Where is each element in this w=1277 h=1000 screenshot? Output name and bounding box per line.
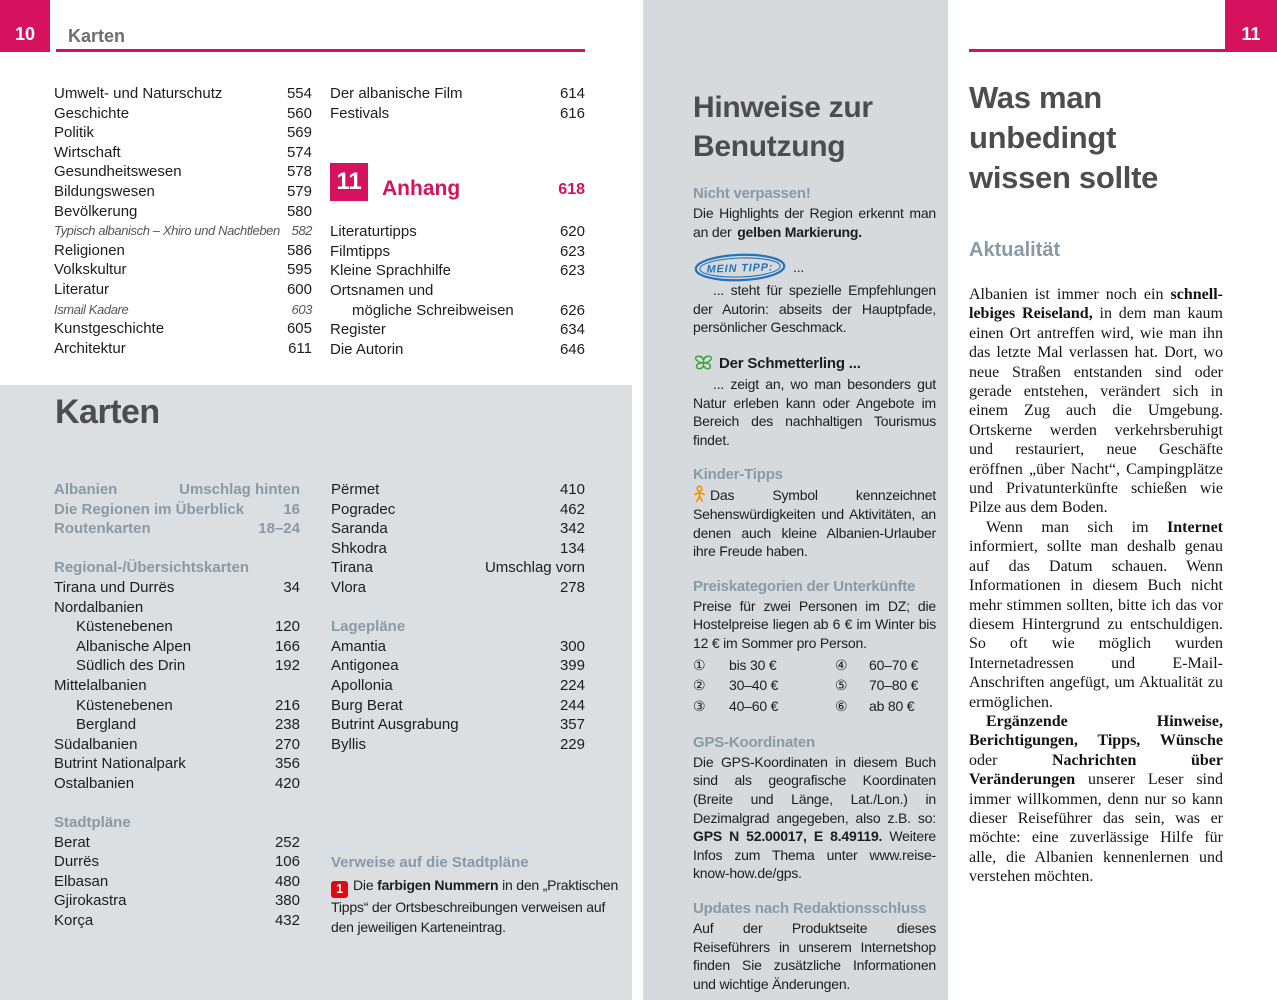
toc-row <box>54 319 312 339</box>
toc-label: Routenkarten <box>54 520 151 538</box>
right-page <box>948 0 1277 1000</box>
toc-row <box>54 872 300 892</box>
toc-label: Stadtpläne <box>54 814 131 832</box>
running-header-title: Karten <box>68 26 126 46</box>
toc-label: Küstenebenen <box>76 618 173 636</box>
toc-label: Mittelalbanien <box>54 676 147 694</box>
toc-page: 300 <box>559 637 585 655</box>
page-number: 10 <box>14 24 36 44</box>
toc-label: Regional-/Übersichtskarten <box>54 559 250 577</box>
toc-page: 611 <box>288 339 312 357</box>
toc-label: Albanien <box>54 481 118 498</box>
toc-row <box>331 480 585 500</box>
price-range: ab 80 € <box>869 698 915 715</box>
toc-page: 560 <box>286 104 312 122</box>
toc-row <box>331 637 585 657</box>
toc-column-right <box>330 84 585 359</box>
toc-row <box>54 715 300 735</box>
toc-page: 244 <box>559 696 585 714</box>
updates-body: Auf der Produktseite dieses Reiseführers in unserem Internetshop finden Sie zusätzliche Informationen und wichtige Änderungen. <box>693 920 936 992</box>
toc-row <box>54 676 300 696</box>
toc-page: 554 <box>286 85 312 102</box>
toc-label: Religionen <box>54 241 125 259</box>
toc-label: Albanische Alpen <box>76 637 192 655</box>
mein-tipp-ellipsis: ... <box>793 258 805 275</box>
section-gps <box>693 733 936 883</box>
toc-row <box>331 558 585 578</box>
toc-page: 586 <box>286 241 312 259</box>
toc-row <box>54 202 312 222</box>
toc-row <box>54 578 300 598</box>
toc-row <box>330 84 585 104</box>
toc-row <box>54 754 300 774</box>
toc-label: Lagepläne <box>331 618 406 636</box>
price-category-number: ③ <box>693 698 706 715</box>
toc-label: Shkodra <box>331 539 387 557</box>
toc-row <box>54 656 300 676</box>
toc-label: Byllis <box>331 735 367 753</box>
toc-page: 120 <box>274 618 300 636</box>
toc-page: Umschlag vorn <box>484 559 585 577</box>
map-references-heading: Verweise auf die Stadtpläne <box>331 854 529 871</box>
toc-page: 224 <box>559 676 585 694</box>
toc-row <box>331 676 585 696</box>
toc-row <box>331 539 585 559</box>
svg-text:MEIN TIPP:: MEIN TIPP: <box>706 261 774 276</box>
page-number: 11 <box>1241 24 1261 44</box>
toc-label: mögliche Schreibweisen <box>352 301 514 319</box>
maps-list-right <box>331 480 585 754</box>
dont-miss-body: Die Highlights der Region erkennt man an der gelben Markierung. <box>693 205 936 240</box>
price-category-number: ① <box>693 656 706 673</box>
kids-heading: Kinder-Tipps <box>693 466 783 484</box>
toc-page: 252 <box>274 833 300 851</box>
toc-page: 192 <box>274 657 300 675</box>
toc-page: 626 <box>559 301 585 319</box>
list-gap <box>331 598 585 618</box>
toc-page: 574 <box>286 143 312 161</box>
left-page <box>0 0 632 1000</box>
toc-row <box>330 340 585 360</box>
toc-row <box>54 500 300 520</box>
toc-row <box>330 301 585 321</box>
toc-row <box>54 617 300 637</box>
price-category-number: ④ <box>835 656 848 673</box>
toc-label: Ismail Kadare <box>54 301 129 317</box>
toc-label: Literaturtipps <box>330 223 417 241</box>
price-range: 70–80 € <box>869 677 919 694</box>
toc-label: Ostalbanien <box>54 774 135 792</box>
map-references-text: Die farbigen Nummern in den „Praktischen Tipps“ der Ortsbeschreibungen verweisen auf den jeweiligen Karteneintrag. <box>331 877 619 935</box>
toc-page: 620 <box>559 223 585 241</box>
paragraph: Wenn man sich im Internet informiert, sollte man deshalb genau auf das Datum schauen. Wenn Informationen in diesem Buch nicht mehr stimmen sollten, bitte ich das vor diesem Hintergrund zu entschuldigen. So oft wie möglich wurden Internetadressen und E-Mail-Anschriften angefügt, um Aktualität zu ermöglichen. <box>969 518 1223 711</box>
price-categories-table <box>693 655 936 717</box>
toc-page: 106 <box>274 853 300 871</box>
toc-page: 623 <box>559 262 585 280</box>
kids-body <box>693 485 936 560</box>
toc-label: Bergland <box>76 716 137 734</box>
toc-row <box>54 260 312 280</box>
header-rule-right <box>969 49 1225 52</box>
toc-column-right-bottom <box>330 222 585 359</box>
toc-label: Gesundheitswesen <box>54 163 182 181</box>
toc-page: 16 <box>283 500 300 518</box>
toc-row <box>54 280 312 300</box>
section-price-categories <box>693 577 936 717</box>
toc-row <box>331 617 585 637</box>
toc-page: 578 <box>286 163 312 181</box>
toc-row <box>330 281 585 301</box>
price-range: 60–70 € <box>869 656 919 673</box>
toc-label: Küstenebenen <box>76 696 173 714</box>
toc-page: 634 <box>559 321 585 339</box>
paragraph: Albanien ist immer noch ein schnelllebiges Reiseland, in dem man kaum einen Ort antreffen wird, wie man ihn das letzte Mal verlassen hat. Dort, wo neue Straßen entstanden sind oder gerade entstehen, verändert sich in einem Zug auch die Umgebung. Ortskerne werden verkehrsberuhigt und restauriert, neue Geschäfte eröffnen „über Nacht“, Campingplätze und Privatunterkünfte schießen wie Pilze aus dem Boden. <box>969 286 1224 517</box>
header-rule <box>56 49 585 52</box>
toc-page: 216 <box>274 696 300 714</box>
toc-row <box>54 598 300 618</box>
toc-label: Butrint Nationalpark <box>54 755 186 773</box>
title-line: Hinweise zur <box>693 91 873 124</box>
toc-row <box>331 715 585 735</box>
toc-page: 462 <box>559 500 585 518</box>
child-icon <box>693 485 706 504</box>
price-range: bis 30 € <box>729 656 777 673</box>
toc-label: Përmet <box>331 481 380 498</box>
toc-label: Südalbanien <box>54 735 138 753</box>
toc-row <box>54 774 300 794</box>
gps-heading: GPS-Koordinaten <box>693 733 816 751</box>
toc-page: 134 <box>559 539 585 557</box>
toc-label: Durrës <box>54 853 100 871</box>
toc-page: 420 <box>274 774 300 792</box>
butterfly-heading-line <box>693 353 936 375</box>
toc-label: Filmtipps <box>330 242 391 260</box>
section-butterfly <box>693 353 936 449</box>
toc-row <box>54 480 300 500</box>
toc-column-left <box>54 84 312 358</box>
toc-row <box>54 891 300 911</box>
toc-row <box>54 637 300 657</box>
toc-label: Geschichte <box>54 104 130 122</box>
toc-row <box>330 242 585 262</box>
toc-row <box>54 123 312 143</box>
toc-row <box>54 833 300 853</box>
title-line: Was man <box>969 80 1102 115</box>
kids-body-text: Das Symbol kennzeichnet Sehenswürdigkeiten und Aktivitäten, an denen auch kleine Albanien-Urlauber ihre Freude haben. <box>693 487 936 560</box>
toc-label: Der albanische Film <box>330 85 463 102</box>
toc-page: 432 <box>274 912 300 930</box>
chapter-title <box>969 78 1223 198</box>
toc-label: Butrint Ausgrabung <box>331 716 459 734</box>
toc-label: Wirtschaft <box>54 143 121 161</box>
toc-row <box>331 500 585 520</box>
toc-row <box>54 143 312 163</box>
toc-label: Die Regionen im Überblick <box>54 500 245 518</box>
mein-tipp-stamp-line <box>693 253 936 281</box>
toc-page: 342 <box>559 520 585 538</box>
toc-row <box>331 519 585 539</box>
toc-row <box>54 519 300 539</box>
toc-row <box>331 656 585 676</box>
toc-label: Apollonia <box>331 676 393 694</box>
toc-label: Bildungswesen <box>54 182 155 200</box>
toc-label: Volkskultur <box>54 261 127 279</box>
toc-label: Südlich des Drin <box>76 657 186 675</box>
toc-label: Nordalbanien <box>54 598 144 616</box>
toc-page: 356 <box>274 755 300 773</box>
toc-row <box>54 84 312 104</box>
toc-label: Festivals <box>330 104 390 122</box>
maps-list-left <box>54 480 300 931</box>
toc-page: 270 <box>274 735 300 753</box>
toc-label: Kunstgeschichte <box>54 320 165 338</box>
toc-page: 278 <box>559 578 585 596</box>
toc-page: 580 <box>286 202 312 220</box>
toc-page: 595 <box>286 261 312 279</box>
toc-row <box>54 558 300 578</box>
mein-tipp-stamp-icon <box>693 251 788 283</box>
toc-label: Literatur <box>54 280 110 298</box>
toc-label: Bevölkerung <box>54 202 138 220</box>
page-number-tab-right <box>1225 0 1277 52</box>
toc-label: Burg Berat <box>331 696 403 714</box>
toc-column-right-top <box>330 84 585 123</box>
toc-row <box>54 104 312 124</box>
toc-page: 623 <box>559 242 585 260</box>
toc-page: Umschlag hinten <box>179 481 300 498</box>
toc-label: Ortsnamen und <box>330 281 434 299</box>
maps-section <box>0 385 632 1000</box>
toc-row <box>331 578 585 598</box>
yellow-highlight: gelben Markierung. <box>737 223 862 240</box>
toc-page: 480 <box>274 872 300 890</box>
toc-row <box>54 735 300 755</box>
toc-label: Amantia <box>331 637 387 655</box>
toc-page: 357 <box>559 716 585 734</box>
toc-row <box>330 261 585 281</box>
butterfly-body: ... zeigt an, wo man besonders gut Natur erleben kann oder Angebote im Bereich des nachhaltigen Tourismus findet. <box>693 375 936 448</box>
price-categories-heading: Preiskategorien der Unterkünfte <box>693 577 916 595</box>
toc-label: Gjirokastra <box>54 892 127 910</box>
toc-page: 34 <box>283 578 300 596</box>
updates-heading: Updates nach Redaktionsschluss <box>693 900 927 918</box>
toc-label: Vlora <box>331 578 367 596</box>
toc-row <box>54 221 312 241</box>
toc-label: Korça <box>54 912 94 930</box>
section-dont-miss <box>693 184 936 241</box>
maps-section-title: Karten <box>55 393 160 431</box>
price-range: 40–60 € <box>729 698 779 715</box>
section-updates <box>693 899 936 993</box>
body-text <box>969 285 1223 887</box>
chapter-anhang-entry <box>330 163 585 201</box>
toc-label: Pogradec <box>331 500 396 518</box>
toc-row <box>54 696 300 716</box>
chapter-page: 618 <box>558 181 585 199</box>
usage-notes-column <box>643 0 948 1000</box>
toc-row <box>331 696 585 716</box>
toc-row <box>54 162 312 182</box>
toc-label: Elbasan <box>54 872 109 890</box>
toc-label: Tirana und Durrës <box>54 578 175 596</box>
toc-label: Saranda <box>331 520 388 538</box>
title-line: unbedingt <box>969 120 1117 155</box>
toc-label: Politik <box>54 124 95 142</box>
toc-label: Register <box>330 321 386 339</box>
toc-row <box>330 104 585 124</box>
toc-label: Umwelt- und Naturschutz <box>54 85 223 102</box>
map-references-note <box>331 853 627 937</box>
toc-label: Berat <box>54 833 90 851</box>
toc-label: Typisch albanisch – Xhiro und Nachtleben <box>54 223 280 239</box>
toc-page: 579 <box>286 182 312 200</box>
toc-row <box>330 222 585 242</box>
page-number-tab-left <box>0 0 50 52</box>
usage-title <box>693 88 936 166</box>
toc-label: Die Autorin <box>330 340 404 358</box>
title-line: Benutzung <box>693 130 846 163</box>
toc-page: 380 <box>274 892 300 910</box>
toc-label: Architektur <box>54 339 126 357</box>
price-range: 30–40 € <box>729 677 779 694</box>
section-kids <box>693 465 936 560</box>
toc-page: 616 <box>559 104 585 122</box>
toc-row <box>54 852 300 872</box>
toc-page: 569 <box>286 124 312 142</box>
butterfly-heading: Der Schmetterling ... <box>719 354 861 372</box>
chapter-title: Anhang <box>382 177 461 201</box>
price-category-number: ② <box>693 677 706 694</box>
toc-page: 603 <box>291 301 312 317</box>
price-category-number: ⑥ <box>835 698 848 715</box>
toc-page: 614 <box>559 85 585 102</box>
toc-row <box>54 813 300 833</box>
toc-row <box>330 320 585 340</box>
toc-page: 600 <box>286 280 312 298</box>
gps-body: Die GPS-Koordinaten in diesem Buch sind als geografische Koordinaten (Breite und Länge, Lat./Lon.) in Dezimalgrad angegeben, also z.B. so: GPS N 52.00017, E 8.49119. Weitere Infos zum Thema unter www.reise-know-how.de/gps. <box>693 753 936 882</box>
toc-page: 166 <box>274 637 300 655</box>
butterfly-icon <box>693 354 714 373</box>
mein-tipp-body: ... steht für spezielle Empfehlungen der Autorin: abseits der Hauptpfade, persönlicher Geschmack. <box>693 282 936 336</box>
toc-row <box>54 182 312 202</box>
toc-row <box>331 735 585 755</box>
paragraph: Ergänzende Hinweise, Berichtigungen, Tipps, Wünsche oder Nachrichten über Veränderungen unserer Leser sind immer willkommen, denn nur so kann dieser Reiseführer das sein, was er möchte: eine zuverlässige Hilfe für alle, die Albanien kennenlernen und verstehen möchten. <box>969 712 1223 886</box>
toc-row <box>54 300 312 320</box>
dont-miss-heading: Nicht verpassen! <box>693 185 811 202</box>
toc-page: 238 <box>274 716 300 734</box>
list-gap <box>54 539 300 559</box>
toc-label: Tirana <box>331 559 373 577</box>
toc-page: 18–24 <box>258 520 300 538</box>
map-ref-number-icon: 1 <box>331 881 348 898</box>
toc-page: 605 <box>286 320 312 338</box>
section-heading-aktualitaet: Aktualität <box>969 239 1061 261</box>
section-mein-tipp <box>693 253 936 337</box>
toc-label: Antigonea <box>331 657 399 675</box>
toc-page: 229 <box>559 735 585 753</box>
toc-page: 582 <box>291 223 312 239</box>
toc-row <box>54 339 312 359</box>
toc-label: Kleine Sprachhilfe <box>330 262 451 280</box>
list-gap <box>54 794 300 814</box>
toc-page: 399 <box>559 657 585 675</box>
map-references-body <box>331 876 627 937</box>
toc-row <box>54 911 300 931</box>
price-category-number: ⑤ <box>835 677 848 694</box>
chapter-number-badge: 11 <box>330 163 368 201</box>
toc-page: 646 <box>559 340 585 358</box>
price-categories-intro: Preise für zwei Personen im DZ; die Hostelpreise liegen ab 6 € im Winter bis 12 € im Sommer pro Person. <box>693 597 936 651</box>
toc-page: 410 <box>559 481 585 498</box>
toc-row <box>54 241 312 261</box>
title-line: wissen sollte <box>969 160 1159 195</box>
